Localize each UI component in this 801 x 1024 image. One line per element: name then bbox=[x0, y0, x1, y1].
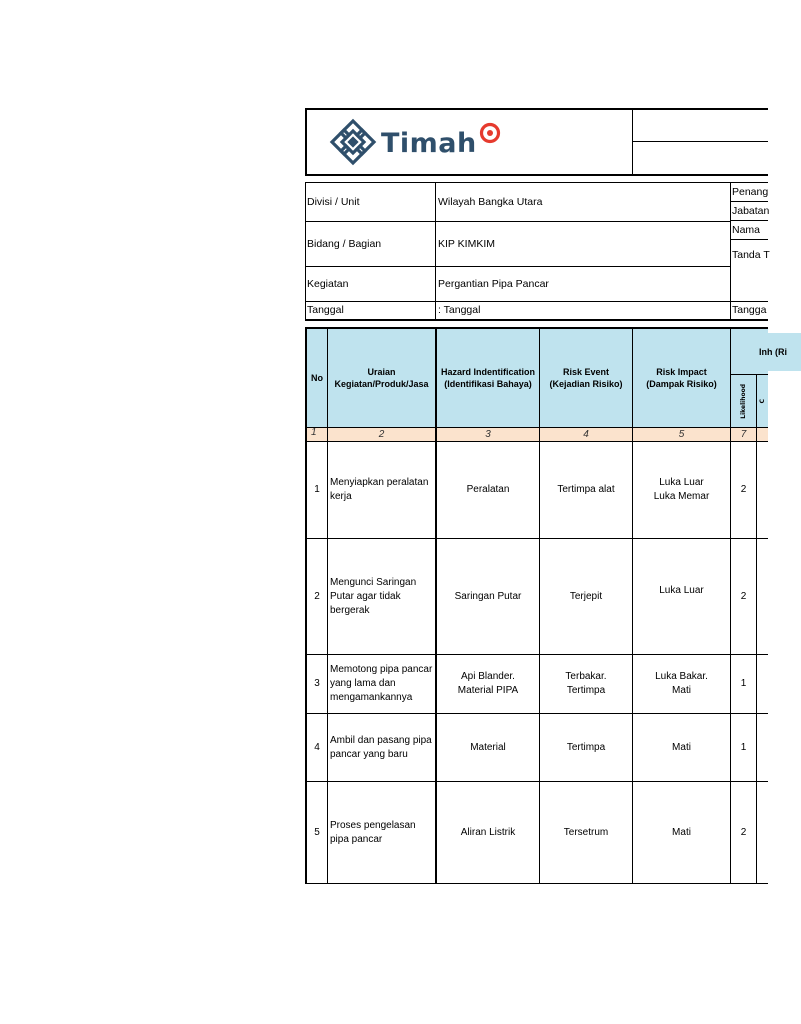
tanggal-value: : Tanggal bbox=[438, 304, 481, 316]
header-hazard: Hazard Indentification (Identifikasi Bahaya) bbox=[437, 329, 539, 427]
divisi-value: Wilayah Bangka Utara bbox=[438, 195, 543, 208]
col-number: 5 bbox=[678, 428, 685, 440]
header-no: No bbox=[307, 329, 327, 427]
col-number: 2 bbox=[378, 428, 385, 440]
info-divider bbox=[730, 182, 731, 320]
row-1-hazard: Peralatan bbox=[466, 484, 510, 495]
row-2-impact: Luka Luar bbox=[659, 584, 704, 596]
title-box-divider bbox=[632, 141, 768, 142]
row-3-impact: Luka Bakar. Mati bbox=[655, 671, 708, 696]
header-consequence: C bbox=[759, 398, 766, 404]
col-number: 7 bbox=[740, 428, 747, 440]
tanggal-right-label: Tangga bbox=[732, 304, 767, 316]
risk-register-sheet bbox=[305, 108, 787, 884]
row-5-hazard: Aliran Listrik bbox=[460, 827, 516, 838]
row-3-uraian: Memotong pipa pancar yang lama dan mengamankannya bbox=[330, 664, 433, 703]
row-2-no: 2 bbox=[314, 590, 320, 602]
header-likelihood-cell bbox=[731, 375, 756, 427]
logo-accent-icon bbox=[479, 122, 501, 144]
header-inherent: Inh (Ri bbox=[731, 333, 801, 371]
row-1-uraian: Menyiapkan peralatan kerja bbox=[330, 477, 429, 502]
row-4-no: 4 bbox=[314, 741, 320, 753]
header-consequence-cell bbox=[757, 375, 768, 427]
tanggal-label: Tanggal bbox=[307, 304, 344, 316]
bidang-label: Bidang / Bagian bbox=[307, 237, 382, 250]
row-2-event: Terjepit bbox=[569, 590, 603, 602]
col-number: 3 bbox=[485, 428, 491, 440]
nama-label: Nama bbox=[732, 223, 761, 236]
row-3-event: Terbakar. Tertimpa bbox=[565, 671, 607, 696]
kegiatan-value: Pergantian Pipa Pancar bbox=[438, 277, 549, 290]
logo-wordmark: Timah bbox=[381, 128, 477, 159]
row-5-no: 5 bbox=[314, 827, 320, 838]
row-1-no: 1 bbox=[314, 484, 320, 495]
row-4-impact: Mati bbox=[672, 741, 691, 753]
company-logo bbox=[329, 118, 529, 168]
kegiatan-label: Kegiatan bbox=[307, 277, 349, 290]
jabatan-label: Jabatan bbox=[732, 204, 770, 217]
col-number: 4 bbox=[583, 428, 589, 440]
row-3-no: 3 bbox=[314, 678, 320, 689]
row-1-likelihood: 2 bbox=[740, 484, 747, 495]
row-3-hazard: Api Blander. Material PIPA bbox=[457, 671, 519, 696]
row-4-event: Tertimpa bbox=[566, 741, 606, 753]
row-4-uraian: Ambil dan pasang pipa pancar yang baru bbox=[330, 734, 432, 760]
header-uraian: Uraian Kegiatan/Produk/Jasa bbox=[328, 329, 435, 427]
penanggung-label: Penang bbox=[732, 185, 769, 198]
col-number: 1 bbox=[311, 427, 317, 438]
row-3-likelihood: 1 bbox=[740, 678, 747, 689]
info-divider bbox=[435, 182, 436, 320]
row-5-likelihood: 2 bbox=[740, 827, 747, 838]
row-2-likelihood: 2 bbox=[740, 590, 747, 602]
header-risk-impact: Risk Impact (Dampak Risiko) bbox=[633, 329, 730, 427]
logo-divider bbox=[632, 108, 633, 176]
col-line bbox=[756, 374, 757, 884]
row-4-hazard: Material bbox=[470, 741, 506, 753]
row-5-impact: Mati bbox=[672, 827, 691, 838]
row-2-hazard: Saringan Putar bbox=[454, 590, 522, 602]
bidang-value: KIP KIMKIM bbox=[438, 237, 495, 250]
tanda-tangan-label: Tanda T bbox=[732, 248, 770, 261]
row-1-impact: Luka Luar Luka Memar bbox=[653, 477, 710, 502]
timah-diamond-icon bbox=[329, 118, 377, 166]
row-1-event: Tertimpa alat bbox=[557, 484, 615, 495]
row-2-uraian: Mengunci Saringan Putar agar tidak bergerak bbox=[330, 576, 417, 616]
header-likelihood: Likelihood bbox=[740, 383, 747, 419]
header-risk-event: Risk Event (Kejadian Risiko) bbox=[540, 329, 632, 427]
divisi-label: Divisi / Unit bbox=[307, 195, 360, 208]
row-5-event: Tersetrum bbox=[563, 827, 609, 838]
row-5-uraian: Proses pengelasan pipa pancar bbox=[330, 820, 416, 845]
row-4-likelihood: 1 bbox=[740, 741, 747, 753]
